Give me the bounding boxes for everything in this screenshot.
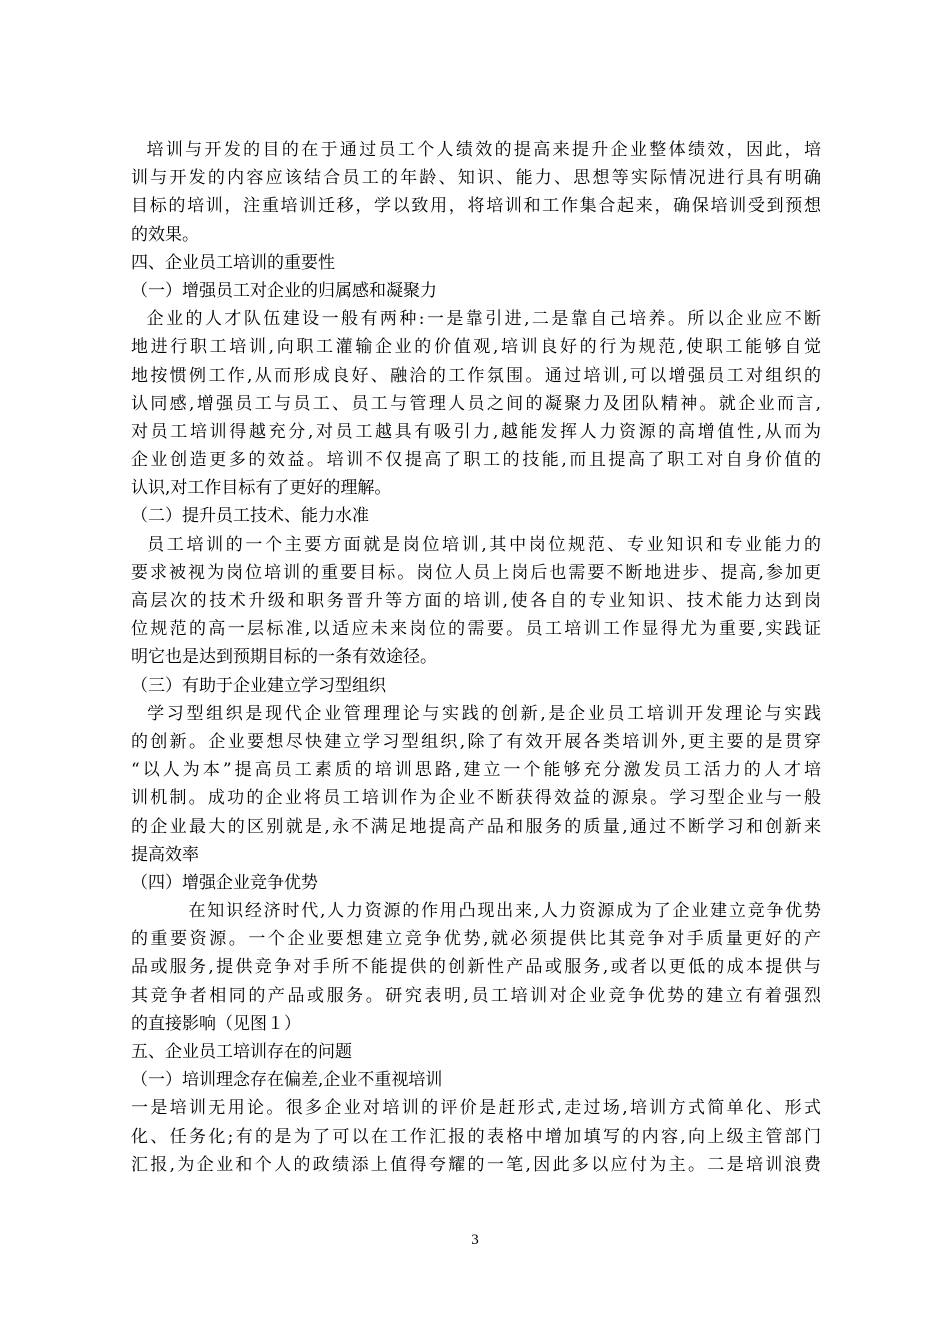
paragraph-line: 提高效率 — [131, 844, 199, 865]
paragraph-line: 要求被视为岗位培训的重要目标。岗位人员上岗后也需要不断地进步、提高,参加更 — [131, 562, 821, 583]
paragraph — [131, 897, 821, 1038]
paragraph-line: 的直接影响（见图１） — [131, 1013, 301, 1034]
paragraph-line: 明它也是达到预期目标的一条有效途径。 — [131, 647, 437, 668]
document-body — [131, 136, 821, 1179]
paragraph-line: 位规范的高一层标准,以适应未来岗位的需要。员工培训工作显得尤为重要,实践证 — [131, 619, 821, 640]
paragraph — [131, 1094, 821, 1179]
paragraph-line: 的企业最大的区别就是,永不满足地提高产品和服务的质量,通过不断学习和创新来 — [131, 816, 821, 837]
paragraph-line: 学习型组织是现代企业管理理论与实践的创新,是企业员工培训开发理论与实践 — [131, 703, 821, 724]
section-heading: （三）有助于企业建立学习型组织 — [131, 675, 386, 696]
paragraph-line: 的创新。企业要想尽快建立学习型组织,除了有效开展各类培训外,更主要的是贯穿 — [131, 731, 821, 752]
paragraph-line: 认同感,增强员工与员工、员工与管理人员之间的凝聚力及团队精神。就企业而言, — [131, 393, 821, 414]
paragraph-line: 一是培训无用论。很多企业对培训的评价是赶形式,走过场,培训方式简单化、形式 — [131, 1098, 821, 1119]
paragraph-line: “以人为本”提高员工素质的培训思路,建立一个能够充分激发员工活力的人才培 — [131, 760, 821, 781]
paragraph-line: 的效果。 — [131, 224, 199, 245]
paragraph — [131, 531, 821, 672]
paragraph-line: 品或服务,提供竞争对手所不能提供的创新性产品或服务,或者以更低的成本提供与 — [131, 957, 821, 978]
paragraph — [131, 700, 821, 869]
paragraph-line: 化、任务化;有的是为了可以在工作汇报的表格中增加填写的内容,向上级主管部门 — [131, 1126, 821, 1147]
paragraph-line: 训与开发的内容应该结合员工的年龄、知识、能力、思想等实际情况进行具有明确 — [131, 168, 821, 189]
paragraph — [131, 305, 821, 502]
page-number: 3 — [471, 1232, 479, 1248]
paragraph — [131, 136, 821, 249]
section-heading: （一）培训理念存在偏差,企业不重视培训 — [131, 1070, 443, 1091]
paragraph-line: 地按惯例工作,从而形成良好、融洽的工作氛围。通过培训,可以增强员工对组织的 — [131, 365, 821, 386]
section-heading: （二）提升员工技术、能力水准 — [131, 506, 369, 527]
section-heading: （一）增强员工对企业的归属感和凝聚力 — [131, 280, 437, 301]
section-heading: 四、企业员工培训的重要性 — [131, 252, 335, 273]
paragraph-line: 训机制。成功的企业将员工培训作为企业不断获得效益的源泉。学习型企业与一般 — [131, 788, 821, 809]
paragraph-line: 在知识经济时代,人力资源的作用凸现出来,人力资源成为了企业建立竞争优势 — [131, 901, 821, 922]
paragraph-line: 培训与开发的目的在于通过员工个人绩效的提高来提升企业整体绩效，因此，培 — [131, 140, 821, 160]
paragraph-line: 员工培训的一个主要方面就是岗位培训,其中岗位规范、专业知识和专业能力的 — [131, 534, 821, 555]
paragraph-line: 汇报,为企业和个人的政绩添上值得夸耀的一笔,因此多以应付为主。二是培训浪费 — [131, 1154, 821, 1175]
section-heading: （四）增强企业竞争优势 — [131, 872, 318, 893]
paragraph-line: 其竞争者相同的产品或服务。研究表明,员工培训对企业竞争优势的建立有着强烈 — [131, 985, 821, 1006]
paragraph-line: 企业的人才队伍建设一般有两种:一是靠引进,二是靠自己培养。所以企业应不断 — [131, 309, 821, 330]
section-heading: 五、企业员工培训存在的问题 — [131, 1042, 352, 1062]
paragraph-line: 认识,对工作目标有了更好的理解。 — [131, 478, 392, 499]
paragraph-line: 对员工培训得越充分,对员工越具有吸引力,越能发挥人力资源的高增值性,从而为 — [131, 421, 821, 442]
paragraph-line: 企业创造更多的效益。培训不仅提高了职工的技能,而且提高了职工对自身价值的 — [131, 450, 821, 471]
paragraph-line: 目标的培训，注重培训迁移，学以致用，将培训和工作集合起来，确保培训受到预想 — [131, 196, 821, 217]
paragraph-line: 地进行职工培训,向职工灌输企业的价值观,培训良好的行为规范,使职工能够自觉 — [131, 337, 821, 358]
paragraph-line: 的重要资源。一个企业要想建立竞争优势,就必须提供比其竞争对手质量更好的产 — [131, 929, 821, 950]
paragraph-line: 高层次的技术升级和职务晋升等方面的培训,使各自的专业知识、技术能力达到岗 — [131, 591, 821, 611]
